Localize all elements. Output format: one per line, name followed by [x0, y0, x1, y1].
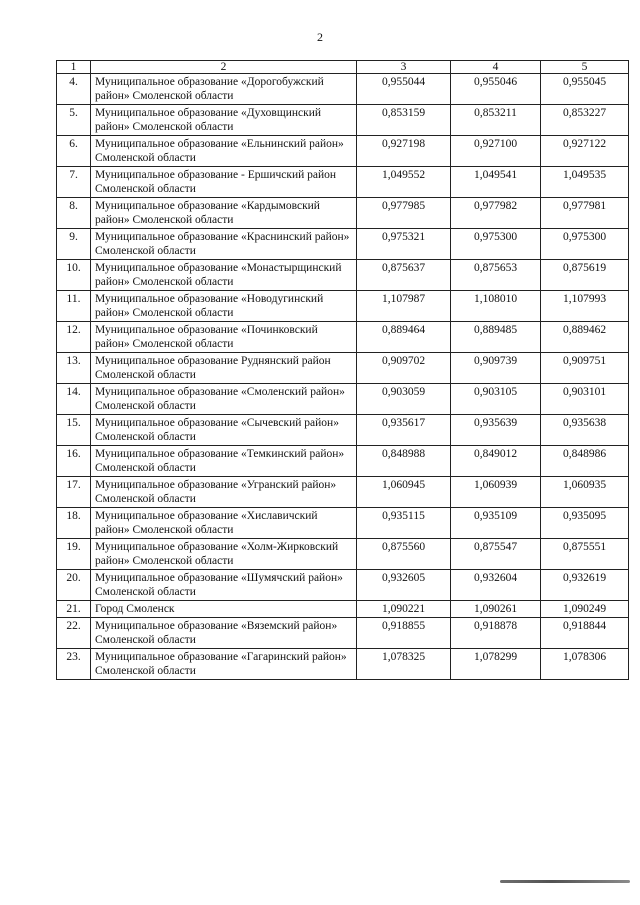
- header-row: [57, 61, 629, 74]
- row-number: 11.: [57, 291, 91, 322]
- municipality-name: Муниципальное образование «Починковский район» Смоленской области: [91, 322, 357, 353]
- value-col-4: 1,060939: [451, 477, 541, 508]
- value-col-5: 0,927122: [541, 136, 629, 167]
- value-col-5: 0,903101: [541, 384, 629, 415]
- value-col-5: 0,889462: [541, 322, 629, 353]
- value-col-3: 1,078325: [357, 649, 451, 680]
- row-number: 16.: [57, 446, 91, 477]
- value-col-5: 0,848986: [541, 446, 629, 477]
- municipality-name: Муниципальное образование - Ершичский район Смоленской области: [91, 167, 357, 198]
- table-row: [57, 322, 629, 353]
- value-col-4: 0,849012: [451, 446, 541, 477]
- value-col-5: 1,060935: [541, 477, 629, 508]
- row-number: 18.: [57, 508, 91, 539]
- value-col-3: 0,932605: [357, 570, 451, 601]
- municipality-name: Муниципальное образование «Шумячский район» Смоленской области: [91, 570, 357, 601]
- value-col-3: 0,918855: [357, 618, 451, 649]
- table-row: [57, 649, 629, 680]
- table-row: [57, 198, 629, 229]
- value-col-5: 0,875619: [541, 260, 629, 291]
- table-row: [57, 570, 629, 601]
- municipality-name: Муниципальное образование «Дорогобужский район» Смоленской области: [91, 74, 357, 105]
- value-col-4: 0,918878: [451, 618, 541, 649]
- row-number: 10.: [57, 260, 91, 291]
- value-col-4: 1,108010: [451, 291, 541, 322]
- value-col-3: 1,060945: [357, 477, 451, 508]
- value-col-4: 0,889485: [451, 322, 541, 353]
- row-number: 12.: [57, 322, 91, 353]
- coefficients-table: [56, 60, 629, 680]
- municipality-name: Город Смоленск: [91, 601, 357, 618]
- value-col-3: 0,853159: [357, 105, 451, 136]
- row-number: 7.: [57, 167, 91, 198]
- value-col-5: 0,909751: [541, 353, 629, 384]
- value-col-5: 0,918844: [541, 618, 629, 649]
- municipality-name: Муниципальное образование «Смоленский район» Смоленской области: [91, 384, 357, 415]
- value-col-5: 1,049535: [541, 167, 629, 198]
- table-row: [57, 415, 629, 446]
- value-col-4: 0,955046: [451, 74, 541, 105]
- municipality-name: Муниципальное образование Руднянский район Смоленской области: [91, 353, 357, 384]
- municipality-name: Муниципальное образование «Сычевский район» Смоленской области: [91, 415, 357, 446]
- value-col-3: 0,977985: [357, 198, 451, 229]
- pen-mark: [500, 880, 630, 883]
- value-col-4: 0,875547: [451, 539, 541, 570]
- municipality-name: Муниципальное образование «Темкинский район» Смоленской области: [91, 446, 357, 477]
- value-col-4: 0,977982: [451, 198, 541, 229]
- municipality-name: Муниципальное образование «Кардымовский район» Смоленской области: [91, 198, 357, 229]
- value-col-4: 0,909739: [451, 353, 541, 384]
- row-number: 6.: [57, 136, 91, 167]
- row-number: 13.: [57, 353, 91, 384]
- table-row: [57, 477, 629, 508]
- row-number: 19.: [57, 539, 91, 570]
- municipality-name: Муниципальное образование «Угранский район» Смоленской области: [91, 477, 357, 508]
- table-row: [57, 136, 629, 167]
- header-col-5: 5: [541, 61, 629, 74]
- table-row: [57, 167, 629, 198]
- value-col-5: 1,078306: [541, 649, 629, 680]
- page-number: 2: [317, 30, 323, 44]
- table-body: [57, 74, 629, 680]
- value-col-3: 0,935115: [357, 508, 451, 539]
- value-col-3: 0,889464: [357, 322, 451, 353]
- value-col-3: 0,875637: [357, 260, 451, 291]
- municipality-name: Муниципальное образование «Хиславичский район» Смоленской области: [91, 508, 357, 539]
- table-row: [57, 74, 629, 105]
- table-row: [57, 353, 629, 384]
- value-col-4: 0,935639: [451, 415, 541, 446]
- header-col-4: 4: [451, 61, 541, 74]
- table-row: [57, 105, 629, 136]
- row-number: 20.: [57, 570, 91, 601]
- row-number: 8.: [57, 198, 91, 229]
- value-col-5: 0,853227: [541, 105, 629, 136]
- value-col-3: 0,848988: [357, 446, 451, 477]
- row-number: 5.: [57, 105, 91, 136]
- table-row: [57, 601, 629, 618]
- value-col-4: 0,903105: [451, 384, 541, 415]
- row-number: 15.: [57, 415, 91, 446]
- row-number: 21.: [57, 601, 91, 618]
- value-col-3: 1,090221: [357, 601, 451, 618]
- municipality-name: Муниципальное образование «Холм-Жирковский район» Смоленской области: [91, 539, 357, 570]
- value-col-5: 0,975300: [541, 229, 629, 260]
- value-col-4: 1,049541: [451, 167, 541, 198]
- value-col-4: 0,935109: [451, 508, 541, 539]
- value-col-3: 0,875560: [357, 539, 451, 570]
- row-number: 23.: [57, 649, 91, 680]
- header-col-2: 2: [91, 61, 357, 74]
- table-row: [57, 539, 629, 570]
- header-col-1: 1: [57, 61, 91, 74]
- value-col-5: 0,955045: [541, 74, 629, 105]
- municipality-name: Муниципальное образование «Краснинский район» Смоленской области: [91, 229, 357, 260]
- header-col-3: 3: [357, 61, 451, 74]
- municipality-name: Муниципальное образование «Духовщинский район» Смоленской области: [91, 105, 357, 136]
- municipality-name: Муниципальное образование «Гагаринский район» Смоленской области: [91, 649, 357, 680]
- value-col-3: 0,975321: [357, 229, 451, 260]
- value-col-3: 0,927198: [357, 136, 451, 167]
- value-col-4: 0,853211: [451, 105, 541, 136]
- value-col-5: 1,090249: [541, 601, 629, 618]
- municipality-name: Муниципальное образование «Ельнинский район» Смоленской области: [91, 136, 357, 167]
- municipality-name: Муниципальное образование «Монастырщинский район» Смоленской области: [91, 260, 357, 291]
- table-row: [57, 384, 629, 415]
- value-col-4: 1,090261: [451, 601, 541, 618]
- row-number: 14.: [57, 384, 91, 415]
- row-number: 17.: [57, 477, 91, 508]
- value-col-3: 0,903059: [357, 384, 451, 415]
- value-col-4: 0,875653: [451, 260, 541, 291]
- value-col-5: 0,935095: [541, 508, 629, 539]
- table-row: [57, 618, 629, 649]
- value-col-3: 1,049552: [357, 167, 451, 198]
- value-col-3: 0,955044: [357, 74, 451, 105]
- value-col-3: 0,935617: [357, 415, 451, 446]
- value-col-4: 1,078299: [451, 649, 541, 680]
- value-col-4: 0,927100: [451, 136, 541, 167]
- municipality-name: Муниципальное образование «Новодугинский район» Смоленской области: [91, 291, 357, 322]
- municipality-name: Муниципальное образование «Вяземский район» Смоленской области: [91, 618, 357, 649]
- table-row: [57, 291, 629, 322]
- value-col-5: 0,977981: [541, 198, 629, 229]
- value-col-5: 0,935638: [541, 415, 629, 446]
- value-col-3: 0,909702: [357, 353, 451, 384]
- table-row: [57, 446, 629, 477]
- row-number: 22.: [57, 618, 91, 649]
- table-row: [57, 260, 629, 291]
- value-col-5: 0,932619: [541, 570, 629, 601]
- value-col-4: 0,975300: [451, 229, 541, 260]
- value-col-5: 0,875551: [541, 539, 629, 570]
- row-number: 9.: [57, 229, 91, 260]
- table-row: [57, 229, 629, 260]
- table-row: [57, 508, 629, 539]
- value-col-5: 1,107993: [541, 291, 629, 322]
- value-col-4: 0,932604: [451, 570, 541, 601]
- value-col-3: 1,107987: [357, 291, 451, 322]
- row-number: 4.: [57, 74, 91, 105]
